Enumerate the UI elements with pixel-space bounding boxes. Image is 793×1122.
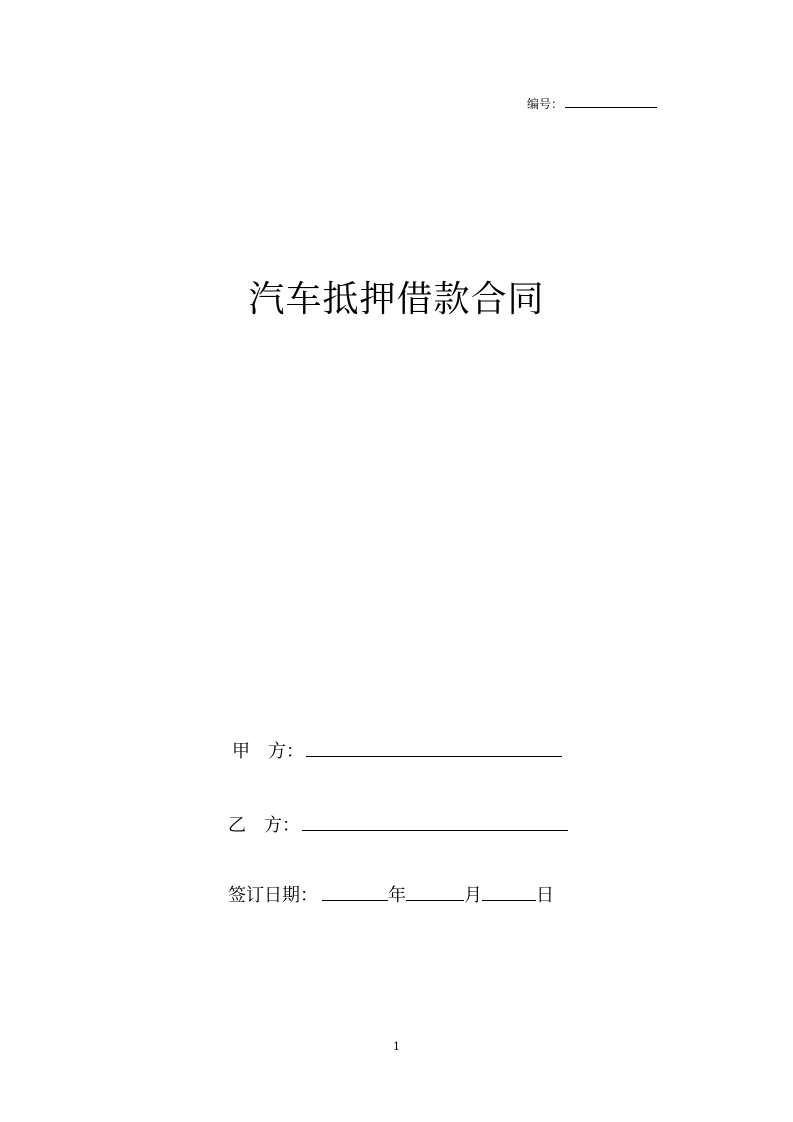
contract-number <box>527 96 657 112</box>
party-b-field <box>228 814 568 838</box>
sign-date-day-label: 日 <box>536 885 554 906</box>
sign-date-field <box>228 884 554 908</box>
contract-number-blank <box>565 96 657 108</box>
sign-date-year-blank <box>322 884 388 901</box>
page-number: 1 <box>393 1040 400 1053</box>
sign-date-month-label: 月 <box>464 885 482 906</box>
contract-number-label: 编号： <box>527 97 564 111</box>
party-b-label: 乙 方： <box>228 815 300 836</box>
party-b-blank <box>302 814 568 831</box>
document-title: 汽车抵押借款合同 <box>248 279 545 320</box>
party-a-label: 甲 方： <box>232 741 304 762</box>
sign-date-month-blank <box>406 884 464 901</box>
sign-date-year-label: 年 <box>388 885 406 906</box>
party-a-field <box>232 740 562 764</box>
sign-date-label: 签订日期： <box>228 885 318 906</box>
sign-date-day-blank <box>482 884 536 901</box>
party-a-blank <box>306 740 562 757</box>
